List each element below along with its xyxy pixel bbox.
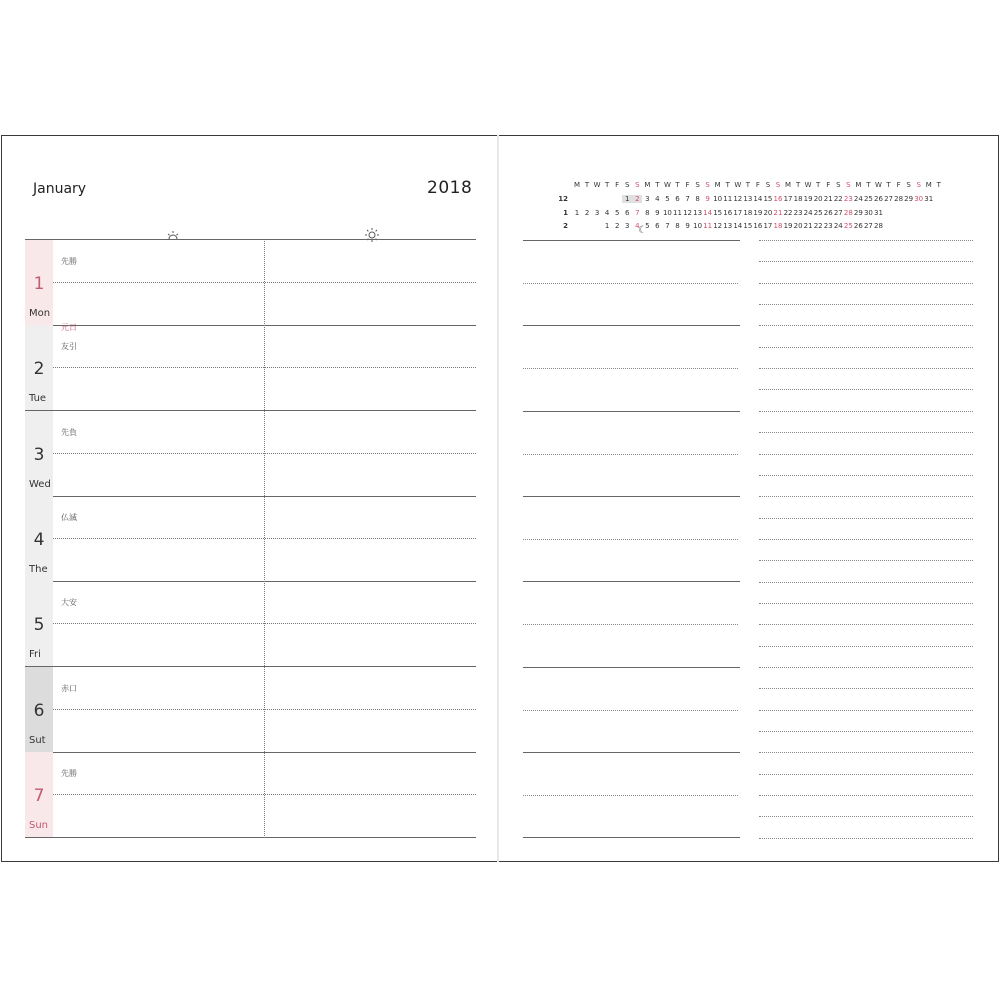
mini-cal-day: 19: [753, 208, 763, 217]
weekday-initial: S: [906, 181, 911, 189]
mini-cal-day: 21: [823, 195, 833, 203]
mini-cal-day: 24: [803, 208, 813, 217]
note-dotted-line: [759, 347, 973, 348]
year-title: 2018: [427, 178, 473, 198]
mini-cal-day: 8: [695, 195, 700, 203]
rokuyo-label: 大安: [61, 598, 77, 608]
note-dotted-line: [759, 582, 973, 583]
day-row[interactable]: [25, 667, 476, 753]
mini-cal-day: 3: [594, 208, 600, 217]
mini-cal-day: 9: [655, 208, 660, 217]
mini-cal-day: 7: [665, 222, 670, 230]
mini-cal-day: 24: [833, 222, 843, 230]
note-dotted-line: [759, 496, 973, 497]
weekday-initial: T: [725, 181, 730, 189]
weekday-initial: T: [675, 181, 680, 189]
day-number: 7: [33, 785, 45, 806]
day-number: 2: [33, 359, 45, 380]
note-dotted-line: [759, 667, 973, 668]
mini-cal-day: 9: [685, 222, 690, 230]
weekday-initial: M: [855, 181, 862, 189]
weekday-initial: T: [936, 181, 941, 189]
mini-cal-day: 12: [733, 195, 743, 203]
moon-icon: ☾: [638, 225, 647, 236]
mini-cal-day: 25: [813, 208, 823, 217]
note-dotted-line: [523, 539, 738, 540]
day-number: 5: [33, 615, 45, 636]
mini-cal-day: 20: [813, 195, 823, 203]
mini-cal-day: 9: [705, 195, 710, 203]
mini-cal-day: 22: [813, 222, 823, 230]
weekday-label: Sut: [29, 734, 46, 746]
note-dotted-line: [759, 603, 973, 604]
mini-cal-day: 21: [773, 208, 783, 217]
mini-cal-day: 23: [793, 208, 803, 217]
rokuyo-label: 先勝: [61, 257, 77, 266]
mini-cal-day: 13: [743, 195, 753, 203]
note-dotted-line: [759, 688, 973, 689]
rokuyo-label: 先負: [61, 427, 77, 437]
mini-cal-month: 1: [563, 208, 568, 217]
note-dotted-line: [759, 838, 973, 839]
mini-cal-day: 10: [662, 208, 672, 217]
mini-cal-day: 10: [693, 222, 703, 230]
mini-cal-day: 26: [853, 222, 863, 230]
mini-cal-day: 15: [743, 222, 753, 230]
mini-cal-day: 16: [753, 222, 763, 230]
mini-cal-day: 6: [675, 195, 680, 203]
mini-cal-day: 7: [635, 208, 640, 217]
weekday-initial: W: [593, 181, 601, 189]
weekday-initial: S: [836, 181, 841, 189]
mini-cal-day: 31: [924, 195, 934, 203]
mini-cal-day: 27: [833, 208, 843, 217]
note-dotted-line: [759, 475, 973, 476]
weekday-initial: W: [734, 181, 742, 189]
weekday-initial: M: [644, 181, 651, 189]
mini-cal-day: 31: [874, 208, 883, 217]
mini-cal-month: 12: [558, 195, 568, 203]
weekday-initial: T: [584, 181, 590, 189]
mini-cal-day: 30: [914, 195, 924, 203]
note-dotted-line: [759, 261, 973, 262]
mini-cal-day: 29: [853, 208, 863, 217]
mini-cal-day: 14: [703, 208, 713, 217]
note-dotted-line: [759, 454, 973, 455]
mini-cal-day: 26: [823, 208, 833, 217]
weekday-initial: S: [916, 181, 921, 189]
weekday-initial: M: [573, 181, 581, 189]
weekday-initial: T: [605, 181, 610, 189]
mini-cal-day: 19: [803, 195, 813, 203]
mini-cal-day: 14: [733, 222, 743, 230]
mini-cal-day: 2: [632, 195, 642, 203]
mini-cal-day: 21: [803, 222, 813, 230]
weekday-initial: S: [765, 181, 771, 189]
mini-cal-day: 5: [665, 195, 670, 203]
weekday-label: Tue: [29, 393, 47, 405]
weekday-initial: T: [795, 181, 801, 189]
note-dotted-line: [523, 368, 738, 369]
mini-cal-day: 22: [833, 195, 843, 203]
mini-cal-day: 15: [713, 208, 723, 217]
mini-cal-day: 11: [703, 222, 713, 230]
rokuyo-label: 仏滅: [61, 512, 77, 522]
weekday-initial: F: [615, 181, 620, 189]
weekday-initial: F: [896, 181, 901, 189]
mini-cal-day: 15: [763, 195, 773, 203]
mini-cal-day: 6: [625, 208, 630, 217]
mini-cal-day: 13: [723, 222, 733, 230]
mini-cal-day: 16: [723, 208, 733, 217]
mini-cal-day: 28: [894, 195, 904, 203]
note-dotted-line: [523, 283, 738, 284]
weekday-initial: S: [775, 181, 781, 189]
note-rule: [523, 581, 740, 582]
mini-cal-day: 16: [773, 195, 783, 203]
weekday-initial: T: [886, 181, 891, 189]
mini-cal-day: 1: [574, 208, 580, 217]
mini-cal-day: 1: [622, 195, 632, 203]
mini-cal-day: 23: [823, 222, 833, 230]
note-dotted-line: [759, 518, 973, 519]
weekday-initial: S: [846, 181, 851, 189]
month-title: January: [33, 181, 87, 197]
weekday-label: The: [29, 563, 48, 575]
mini-cal-day: 28: [843, 208, 853, 217]
weekday-label: Wed: [29, 478, 51, 490]
weekday-initial: T: [866, 181, 871, 189]
note-dotted-line: [759, 368, 973, 369]
note-dotted-line: [759, 731, 973, 732]
note-dotted-line: [759, 539, 973, 540]
rokuyo-label: 友引: [61, 342, 77, 352]
note-dotted-line: [759, 304, 973, 305]
mini-cal-day: 28: [874, 222, 883, 230]
weekday-initial: F: [685, 181, 690, 189]
mini-cal-day: 20: [763, 208, 773, 217]
mini-cal-day: 4: [635, 222, 640, 230]
note-rule: [523, 752, 740, 753]
day-row[interactable]: [25, 325, 476, 411]
rokuyo-label: 赤口: [61, 683, 77, 693]
note-rule: [523, 667, 740, 668]
mini-cal-day: 4: [655, 195, 660, 203]
weekday-label: Fri: [29, 649, 41, 661]
day-row[interactable]: [25, 752, 476, 838]
mini-cal-day: 20: [793, 222, 803, 230]
note-rule: [523, 325, 740, 326]
mini-cal-day: 3: [645, 195, 650, 203]
note-dotted-line: [523, 795, 738, 796]
note-dotted-line: [759, 624, 973, 625]
mini-cal-day: 27: [863, 222, 873, 230]
mini-cal-day: 6: [655, 222, 660, 230]
weekday-initial: W: [804, 181, 812, 189]
mini-cal-day: 22: [783, 208, 793, 217]
weekday-initial: S: [695, 181, 700, 189]
mini-cal-day: 8: [645, 208, 650, 217]
day-number: 3: [33, 444, 45, 465]
mini-cal-day: 2: [614, 222, 620, 230]
mini-cal-day: 25: [863, 195, 873, 203]
note-dotted-line: [759, 411, 973, 412]
mini-cal-day: 11: [673, 208, 682, 217]
page-gutter: [497, 135, 499, 862]
note-dotted-line: [523, 454, 738, 455]
weekday-initial: M: [925, 181, 932, 189]
note-dotted-line: [759, 432, 973, 433]
weekday-initial: T: [816, 181, 821, 189]
am-pm-divider: [264, 241, 265, 838]
mini-cal-day: 5: [645, 222, 650, 230]
mini-cal-day: 25: [843, 222, 853, 230]
mini-cal-day: 2: [584, 208, 590, 217]
mini-cal-day: 17: [763, 222, 773, 230]
rokuyo-label: 先勝: [61, 768, 77, 778]
mini-cal-day: 14: [753, 195, 763, 203]
note-dotted-line: [759, 774, 973, 775]
note-rule: [523, 240, 740, 241]
weekday-initial: M: [714, 181, 721, 189]
mini-cal-day: 19: [783, 222, 793, 230]
mini-cal-day: 26: [874, 195, 883, 203]
note-dotted-line: [759, 752, 973, 753]
mini-cal-day: 11: [723, 195, 733, 203]
note-dotted-line: [523, 710, 738, 711]
note-dotted-line: [759, 389, 973, 390]
mini-cal-day: 5: [614, 208, 620, 217]
mini-cal-day: 27: [884, 195, 893, 203]
mini-cal-day: 24: [853, 195, 863, 203]
note-dotted-line: [759, 710, 973, 711]
note-dotted-line: [759, 240, 973, 241]
weekday-initial: W: [875, 181, 882, 189]
weekday-label: Mon: [29, 308, 51, 319]
day-row[interactable]: [25, 496, 476, 582]
note-dotted-line: [759, 795, 973, 796]
mini-cal-day: 17: [783, 195, 793, 203]
mini-cal-day: 4: [604, 208, 610, 217]
day-number: 1: [33, 274, 45, 294]
mini-cal-day: 18: [743, 208, 753, 217]
mini-cal-day: 18: [773, 222, 783, 230]
day-row[interactable]: [25, 411, 476, 497]
note-rule: [523, 496, 740, 497]
weekday-initial: W: [663, 181, 671, 189]
note-rule: [523, 837, 740, 838]
mini-cal-day: 8: [675, 222, 680, 230]
mini-cal-day: 13: [693, 208, 703, 217]
note-dotted-line: [759, 325, 973, 326]
day-row[interactable]: [25, 240, 476, 326]
mini-cal-day: 17: [733, 208, 743, 217]
mini-cal-day: 30: [863, 208, 873, 217]
mini-cal-month: 2: [563, 222, 568, 230]
mini-cal-day: 12: [683, 208, 692, 217]
weekday-initial: S: [635, 181, 640, 189]
weekday-initial: F: [826, 181, 831, 189]
day-number: 4: [33, 529, 45, 550]
day-number: 6: [33, 700, 45, 721]
day-row[interactable]: [25, 581, 476, 667]
weekday-initial: T: [745, 181, 750, 189]
weekday-initial: S: [705, 181, 710, 189]
weekday-label: Sun: [29, 819, 49, 831]
mini-cal-day: 18: [793, 195, 803, 203]
weekday-initial: T: [655, 181, 660, 189]
note-dotted-line: [759, 816, 973, 817]
mini-cal-day: 7: [685, 195, 690, 203]
note-dotted-line: [759, 560, 973, 561]
mini-cal-day: 10: [713, 195, 723, 203]
mini-cal-day: 23: [843, 195, 853, 203]
weekday-initial: F: [755, 181, 760, 189]
mini-cal-day: 12: [713, 222, 723, 230]
mini-cal-day: 29: [904, 195, 914, 203]
mini-cal-day: 1: [604, 222, 610, 230]
weekday-initial: M: [785, 181, 792, 189]
note-rule: [523, 411, 740, 412]
note-dotted-line: [523, 624, 738, 625]
note-dotted-line: [759, 646, 973, 647]
holiday-label: 元日: [61, 323, 77, 332]
note-dotted-line: [759, 283, 973, 284]
mini-cal-day: 3: [625, 222, 630, 230]
weekday-initial: S: [625, 181, 630, 189]
